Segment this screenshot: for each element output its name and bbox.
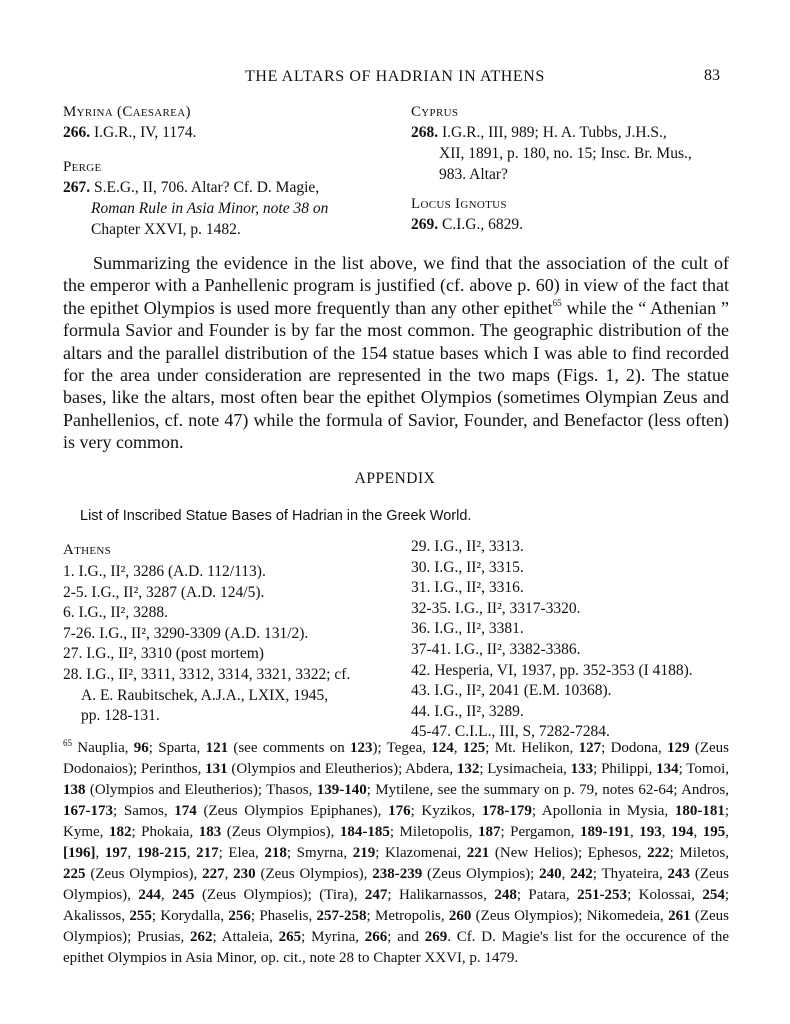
footnote-text-segment: (New Helios); Ephesos, — [489, 845, 648, 861]
footnote-text-segment: (Zeus Olympios), — [255, 866, 373, 882]
footnote-text-segment: . Cf. D. Magie's list for the occurence of the epithet Olympios in Asia Minor, op. cit., note 28 to Chapter XXVI, p. 1479. — [63, 929, 729, 966]
page-number: 83 — [704, 67, 720, 84]
statue-list-left — [63, 540, 393, 727]
entry-268 — [411, 122, 741, 185]
footnote-number-ref: 197 — [104, 845, 128, 861]
statue-list-line: 27. I.G., II², 3310 (post mortem) — [63, 645, 264, 663]
statue-list-line: 42. Hesperia, VI, 1937, pp. 352-353 (I 4188). — [411, 661, 693, 679]
footnote-text-segment: , — [629, 824, 640, 840]
region-heading-perge: Perge — [63, 159, 102, 175]
footnote-text-segment: ; Kyzikos, — [410, 803, 482, 819]
footnote-text-segment: ; Philippi, — [593, 761, 657, 777]
footnote-number-ref: 227 — [202, 866, 225, 882]
footnote-text-segment: ; Apollonia in Mysia, — [531, 803, 675, 819]
footnote-number-ref: 138 — [63, 782, 86, 798]
footnote-number-ref: 245 — [172, 887, 195, 903]
footnote-text-segment: ; Sparta, — [148, 740, 206, 756]
footnote-number-ref: 266 — [364, 929, 388, 945]
footnote-text-segment: ; Patara, — [516, 887, 578, 903]
footnote-number-ref: 256 — [228, 908, 251, 924]
footnote-text-segment: , — [224, 866, 234, 882]
statue-list-line: A. E. Raubitschek, A.J.A., LXIX, 1945, — [81, 686, 329, 704]
footnote-number-ref: 178-179 — [481, 803, 532, 819]
entry-266 — [63, 122, 393, 143]
entry-269 — [411, 214, 741, 235]
appendix-heading: APPENDIX — [354, 470, 436, 487]
footnote-number-ref: 238-239 — [372, 866, 423, 882]
footnote-text-segment: , — [693, 824, 703, 840]
footnote-text-segment: ; Mt. Helikon, — [485, 740, 579, 756]
footnote-number-ref: 96 — [133, 740, 149, 756]
footnote-text-segment: , — [95, 845, 105, 861]
footnote-text-segment: , — [725, 824, 730, 840]
footnote-number-ref: 187 — [477, 824, 501, 840]
entry-number: 268. — [411, 124, 439, 141]
footnote-text-segment: ; Halikarnassos, — [387, 887, 495, 903]
footnote-text-segment: (see comments on — [228, 740, 350, 756]
footnote-number-ref: 176 — [388, 803, 411, 819]
footnote-number-ref: 184-185 — [339, 824, 390, 840]
footnote-number-ref: 189-191 — [579, 824, 630, 840]
footnote-text-segment: ; Attaleia, — [212, 929, 279, 945]
footnote-number-ref: 219 — [352, 845, 376, 861]
footnote-text-segment: (Zeus Olympios); — [422, 866, 540, 882]
footnote-text-segment: ; Smyrna, — [286, 845, 353, 861]
footnote-text-segment: (Olympios and Eleutherios); Thasos, — [85, 782, 317, 798]
statue-list-line: 7-26. I.G., II², 3290-3309 (A.D. 131/2). — [63, 624, 309, 642]
footnote-number-ref: 121 — [205, 740, 229, 756]
footnote-number-ref: 265 — [278, 929, 302, 945]
footnote-number-ref: 167-173 — [63, 803, 113, 819]
statue-list-line: 29. I.G., II², 3313. — [411, 538, 524, 555]
footnote-text-segment: , — [661, 824, 671, 840]
entry-number: 267. — [63, 179, 91, 196]
footnote-number-ref: 244 — [138, 887, 161, 903]
footnote-text-segment: ; and — [387, 929, 425, 945]
footnote-number-ref: 133 — [570, 761, 594, 777]
footnote-65 — [63, 738, 729, 969]
running-header-title: THE ALTARS OF HADRIAN IN ATHENS — [245, 68, 545, 85]
footnote-text-segment: ; Elea, — [218, 845, 265, 861]
entry-text: I.G.R., IV, 1174. — [94, 124, 197, 141]
footnote-text-segment: ); Tegea, — [372, 740, 432, 756]
footnote-number-ref: [196] — [63, 845, 96, 861]
footnote-number-ref: 225 — [63, 866, 86, 882]
region-heading-myrina: Myrina (Caesarea) — [63, 104, 191, 120]
footnote-number-ref: 261 — [668, 908, 691, 924]
footnote-text-segment: ; Phokaia, — [131, 824, 199, 840]
footnote-text-segment: ; Phaselis, — [250, 908, 317, 924]
footnote-number-ref: 262 — [190, 929, 213, 945]
footnote-text-segment: (Zeus Olympios); (Tira), — [194, 887, 365, 903]
footnote-number-ref: 134 — [656, 761, 679, 777]
statue-list-line: 30. I.G., II², 3315. — [411, 558, 524, 576]
footnote-text-segment: ; Metropolis, — [366, 908, 449, 924]
footnote-number-ref: 218 — [264, 845, 287, 861]
footnote-text-segment: (Zeus Olympios), — [63, 866, 729, 903]
footnote-text-segment: (Olympios and Eleutherios); Abdera, — [227, 761, 457, 777]
summary-paragraph — [63, 252, 729, 454]
paragraph-text: Summarizing the evidence in the list above, we find that the association of the cult of the emperor with a Panhellenic program is justified (cf. above p. 60) in view of the fact that the epithet Olympios is used more frequently than any other epithet — [63, 253, 729, 318]
entry-number: 266. — [63, 124, 91, 141]
footnote-number-ref: 230 — [233, 866, 256, 882]
footnote-text-segment: ; Miletopolis, — [389, 824, 478, 840]
footnote-number-ref: 257-258 — [316, 908, 367, 924]
footnote-text-segment: , — [160, 887, 173, 903]
statue-list-line: 32-35. I.G., II², 3317-3320. — [411, 599, 581, 617]
statue-list-right-lines — [411, 537, 741, 743]
footnote-number-ref: 222 — [647, 845, 670, 861]
footnote-number-ref: 269 — [424, 929, 448, 945]
region-heading-locus-ignotus: Locus Ignotus — [411, 196, 507, 212]
footnote-text-segment: (Zeus Dodonaios); Perinthos, — [63, 740, 730, 777]
footnote-number-ref: 242 — [570, 866, 593, 882]
entry-text: XII, 1891, p. 180, no. 15; Insc. Br. Mus., — [439, 145, 692, 162]
entry-text: Chapter XXVI, p. 1482. — [91, 221, 241, 238]
footnote-number-ref: 131 — [205, 761, 228, 777]
entry-number: 269. — [411, 216, 439, 233]
footnote-text-segment: (Zeus Olympios); Prusias, — [63, 908, 730, 945]
footnote-text-segment: , — [127, 845, 137, 861]
footnote-number-ref: 254 — [702, 887, 725, 903]
statue-list-line: 37-41. I.G., II², 3382-3386. — [411, 640, 581, 658]
entry-text: S.E.G., II, 706. Altar? Cf. D. Magie, — [94, 179, 320, 196]
footnote-number-ref: 255 — [129, 908, 152, 924]
footnote-number-ref: 198-215 — [136, 845, 187, 861]
footnote-number: 65 — [63, 738, 72, 748]
footnote-number-ref: 260 — [448, 908, 472, 924]
entry-text: 983. Altar? — [439, 166, 508, 183]
entry-267 — [63, 177, 393, 240]
statue-list-line: 28. I.G., II², 3311, 3312, 3314, 3321, 3322; cf. — [63, 665, 351, 683]
statue-list-left-lines — [63, 562, 393, 727]
footnote-text-segment: ; Dodona, — [601, 740, 668, 756]
footnote-text-segment: , — [186, 845, 197, 861]
statue-list-line: pp. 128-131. — [81, 707, 160, 725]
footnote-text-segment: ; Myrina, — [301, 929, 365, 945]
footnote-number-ref: 129 — [667, 740, 690, 756]
footnote-number-ref: 217 — [196, 845, 219, 861]
statue-list-line: 1. I.G., II², 3286 (A.D. 112/113). — [63, 563, 266, 580]
footnote-number-ref: 180-181 — [674, 803, 725, 819]
footnote-number-ref: 123 — [349, 740, 373, 756]
footnote-text-segment: Nauplia, — [72, 740, 134, 756]
region-heading-athens: Athens — [63, 542, 112, 558]
footnote-number-ref: 193 — [639, 824, 662, 840]
footnote-text-segment: (Zeus Olympios), — [85, 866, 203, 882]
footnote-text-segment: ; Tomoi, — [678, 761, 729, 777]
footnote-text-segment: (Zeus Olympios); Nikomedeia, — [471, 908, 669, 924]
footnote-text — [63, 740, 729, 966]
footnote-text-segment: , — [561, 866, 571, 882]
statue-list-line: 43. I.G., II², 2041 (E.M. 10368). — [411, 682, 612, 700]
footnote-number-ref: 183 — [198, 824, 222, 840]
footnote-text-segment: ; Miletos, — [669, 845, 729, 861]
footnote-number-ref: 248 — [494, 887, 517, 903]
footnote-text-segment: (Zeus Olympios), — [221, 824, 340, 840]
entry-text: C.I.G., 6829. — [442, 216, 523, 233]
footnote-text-segment: ; Thyateira, — [592, 866, 668, 882]
footnote-text-segment: ; Akalissos, — [63, 887, 729, 924]
footnote-text-segment: ; Kolossai, — [627, 887, 703, 903]
paragraph-text: while the “ Athenian ” formula Savior and Founder is by far the most common. The geographic distribution of the altars and the parallel distribution of the 154 statue bases which I was able to find recorded for the area under consideration are represented in the two maps (Figs. 1, 2). The statue bases, like the altars, most often bear the epithet Olympios (sometimes Olympian Zeus and Panhellenios, cf. note 47) while the formula of Savior, Founder, and Benefactor (less often) is very common. — [63, 297, 729, 453]
footnote-text-segment: ; Pergamon, — [500, 824, 580, 840]
entry-text: I.G.R., III, 989; H. A. Tubbs, J.H.S., — [442, 124, 667, 141]
footnote-number-ref: 195 — [702, 824, 726, 840]
footnote-text-segment: ; Samos, — [113, 803, 175, 819]
footnote-number-ref: 221 — [466, 845, 490, 861]
statue-list-line: 36. I.G., II², 3381. — [411, 620, 524, 638]
footnote-number-ref: 240 — [539, 866, 562, 882]
footnote-text-segment: ; Lysimacheia, — [479, 761, 571, 777]
footnote-number-ref: 247 — [364, 887, 388, 903]
footnote-number-ref: 139-140 — [316, 782, 367, 798]
footnote-number-ref: 127 — [578, 740, 602, 756]
appendix-subtitle: List of Inscribed Statue Bases of Hadrian in the Greek World. — [80, 508, 472, 524]
statue-list-line: 44. I.G., II², 3289. — [411, 702, 524, 720]
region-heading-cyprus: Cyprus — [411, 104, 459, 120]
footnote-text-segment: ; Kyme, — [63, 803, 729, 840]
footnote-text-segment: , — [453, 740, 463, 756]
footnote-text-segment: ; Korydalla, — [151, 908, 229, 924]
footnote-number-ref: 251-253 — [577, 887, 628, 903]
footnote-number-ref: 174 — [174, 803, 197, 819]
footnote-number-ref: 243 — [667, 866, 691, 882]
footnote-text-segment: ; Klazomenai, — [375, 845, 467, 861]
footnote-number-ref: 194 — [671, 824, 694, 840]
statue-list-line: 31. I.G., II², 3316. — [411, 579, 524, 597]
statue-list-right — [411, 537, 741, 743]
entry-text: Roman Rule in Asia Minor, note 38 on — [91, 200, 329, 217]
footnote-number-ref: 132 — [456, 761, 480, 777]
footnote-text-segment: ; Mytilene, see the summary on p. 79, notes 62-64; Andros, — [366, 782, 729, 798]
altar-list-left — [63, 102, 393, 240]
altar-list-right — [411, 102, 741, 235]
statue-list-line: 2-5. I.G., II², 3287 (A.D. 124/5). — [63, 583, 265, 601]
footnote-ref: 65 — [552, 297, 562, 308]
statue-list-line: 45-47. C.I.L., III, S, 7282-7284. — [411, 723, 610, 741]
footnote-number-ref: 124 — [431, 740, 454, 756]
statue-list-line: 6. I.G., II², 3288. — [63, 604, 168, 622]
footnote-text-segment: (Zeus Olympios Epiphanes), — [196, 803, 389, 819]
footnote-number-ref: 182 — [108, 824, 132, 840]
footnote-number-ref: 125 — [462, 740, 486, 756]
